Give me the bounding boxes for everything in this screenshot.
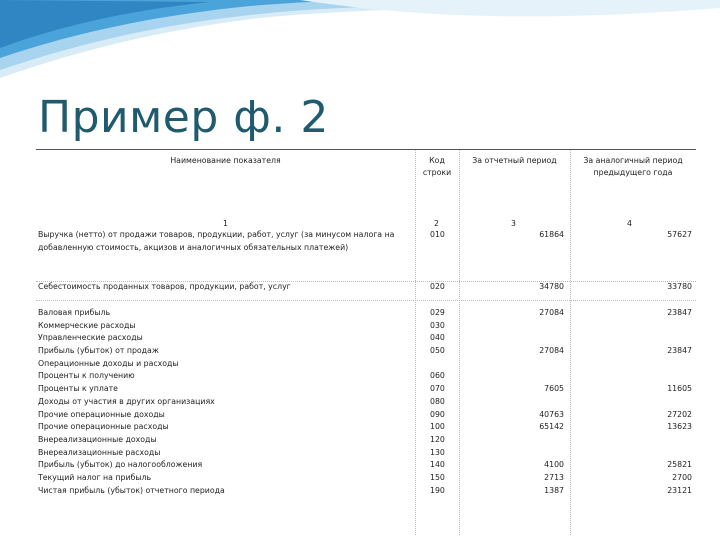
- row-code: 070: [430, 384, 445, 394]
- row-current-value: [459, 358, 564, 371]
- row-name-revenue: Выручка (нетто) от продажи товаров, продукции, работ, услуг (за минусом налога на добавленную стоимость, акцизов и аналогичных обязательных платежей): [38, 230, 395, 252]
- row-name: Валовая прибыль: [38, 308, 111, 317]
- row-previous-value: [570, 332, 692, 345]
- row-previous-value: 23847: [667, 308, 692, 317]
- row-code: 050: [430, 346, 445, 356]
- row-current-value: 27084: [539, 308, 564, 317]
- row-code: 090: [430, 409, 445, 419]
- row-previous-value: [570, 358, 692, 371]
- row-code: 140: [430, 460, 445, 470]
- row-current-value: 1387: [544, 485, 564, 495]
- row-name: Доходы от участия в других организациях: [38, 396, 215, 406]
- column-number: 4: [627, 219, 632, 228]
- header-wave-decoration: [0, 0, 720, 90]
- row-code: [430, 358, 454, 371]
- row-current-list: [459, 307, 564, 497]
- row-code: 010: [430, 230, 445, 239]
- row-code: 120: [430, 434, 445, 444]
- row-code: 029: [430, 308, 445, 317]
- row-name: Чистая прибыль (убыток) отчетного периода: [38, 485, 225, 495]
- column-number: 1: [223, 219, 228, 228]
- row-name: Прибыль (убыток) от продаж: [38, 346, 159, 356]
- header-previous-period: За аналогичный период предыдущего года: [583, 156, 683, 177]
- row-previous-value: [570, 320, 692, 333]
- row-current-value: [459, 434, 564, 447]
- row-name: Прочие операционные доходы: [38, 409, 165, 419]
- row-previous-value: 27202: [667, 409, 692, 419]
- row-current-value: 27084: [539, 346, 564, 356]
- income-statement-table: [36, 150, 696, 535]
- row-code: 030: [430, 320, 445, 330]
- row-previous-value: 33780: [667, 282, 692, 291]
- header-name: Наименование показателя: [170, 156, 281, 165]
- row-previous-value: [570, 447, 692, 460]
- row-previous-value: 25821: [667, 460, 692, 470]
- row-code: 060: [430, 371, 445, 381]
- row-current-value: [459, 320, 564, 333]
- header-current-period: За отчетный период: [472, 156, 557, 165]
- header-code: Код строки: [422, 156, 452, 177]
- row-current-value: 61864: [539, 230, 564, 239]
- row-code: 020: [430, 282, 445, 291]
- row-current-value: 4100: [544, 460, 564, 470]
- row-name: Управленческие расходы: [38, 333, 143, 343]
- slide-title: Пример ф. 2: [38, 92, 329, 143]
- row-previous-value: 23121: [667, 485, 692, 495]
- row-previous-value: [570, 434, 692, 447]
- row-current-value: [459, 447, 564, 460]
- row-name: Текущий налог на прибыль: [38, 472, 152, 482]
- row-code: 130: [430, 447, 445, 457]
- column-divider: [415, 150, 416, 535]
- row-current-value: 40763: [539, 409, 564, 419]
- row-names-list: [38, 307, 408, 497]
- row-current-value: [459, 370, 564, 383]
- column-number: 2: [434, 219, 439, 228]
- row-previous-list: [570, 307, 692, 497]
- row-current-value: [459, 396, 564, 409]
- row-current-value: 7605: [544, 384, 564, 394]
- row-previous-value: [570, 370, 692, 383]
- row-previous-value: 2700: [672, 472, 692, 482]
- row-code: 080: [430, 396, 445, 406]
- row-previous-value: [570, 396, 692, 409]
- row-name: Проценты к уплате: [38, 384, 118, 394]
- row-name: Внереализационные доходы: [38, 434, 157, 444]
- row-name-cost: Себестоимость проданных товаров, продукции, работ, услуг: [38, 282, 291, 291]
- row-name: Проценты к получению: [38, 371, 135, 381]
- row-previous-value: 23847: [667, 346, 692, 356]
- row-divider: [36, 300, 696, 301]
- row-name: Прибыль (убыток) до налогообложения: [38, 460, 203, 470]
- row-code: 150: [430, 472, 445, 482]
- row-name: Коммерческие расходы: [38, 320, 136, 330]
- row-code: 100: [430, 422, 445, 432]
- row-previous-value: 13623: [667, 422, 692, 432]
- column-number: 3: [511, 219, 516, 228]
- row-name: Внереализационные расходы: [38, 447, 161, 457]
- row-name: Прочие операционные расходы: [38, 422, 169, 432]
- row-codes-list: [430, 307, 454, 497]
- row-name: Операционные доходы и расходы: [38, 358, 179, 368]
- row-previous-value: 57627: [667, 230, 692, 239]
- row-current-value: [459, 332, 564, 345]
- row-current-value: 65142: [539, 422, 564, 432]
- row-previous-value: 11605: [667, 384, 692, 394]
- row-current-value: 34780: [539, 282, 564, 291]
- row-code: 190: [430, 485, 445, 495]
- row-code: 040: [430, 333, 445, 343]
- row-current-value: 2713: [544, 472, 564, 482]
